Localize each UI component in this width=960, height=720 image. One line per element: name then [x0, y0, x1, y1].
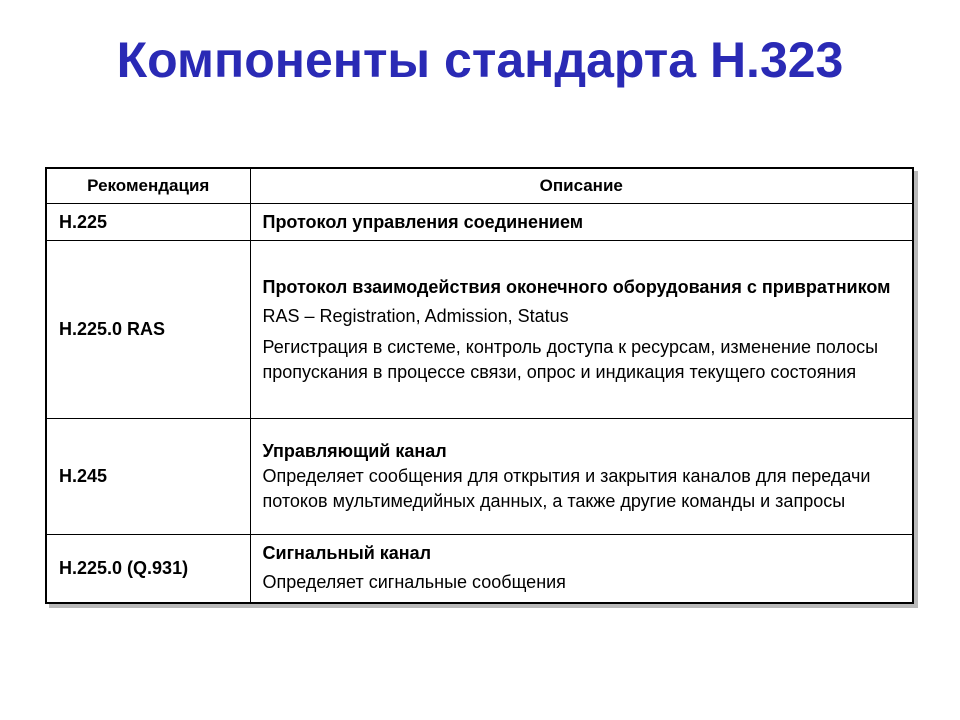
description-title: Сигнальный канал — [262, 543, 432, 564]
recommendation-cell: H.245 — [46, 419, 250, 535]
recommendation-cell: H.225 — [46, 204, 250, 241]
description-text: Определяет сообщения для открытия и закрытия каналов для передачи потоков мультимедийных данных, а также другие команды и запросы — [262, 466, 871, 511]
description-cell — [250, 204, 913, 241]
table-row — [46, 241, 913, 419]
description-cell — [250, 419, 913, 535]
description-title: Управляющий канал — [262, 441, 447, 461]
table-row — [46, 204, 913, 241]
recommendation-cell: H.225.0 (Q.931) — [46, 535, 250, 603]
recommendation-cell: H.225.0 RAS — [46, 241, 250, 419]
standards-table — [45, 167, 914, 604]
table-row — [46, 535, 913, 603]
description-text: RAS – Registration, Admission, Status — [262, 305, 569, 326]
description-text: Определяет сигнальные сообщения — [262, 572, 566, 593]
description-cell — [250, 535, 913, 603]
table-header-row — [46, 168, 913, 204]
table-row — [46, 419, 913, 535]
header-description: Описание — [250, 168, 913, 204]
description-text: Регистрация в системе, контроль доступа к ресурсам, изменение полосы пропускания в процессе связи, опрос и индикация текущего состояния — [262, 336, 879, 382]
header-recommendation: Рекомендация — [46, 168, 250, 204]
description-title: Протокол взаимодействия оконечного оборудования с привратником — [262, 276, 891, 297]
description-title: Протокол управления соединением — [262, 211, 584, 232]
page-title: Компоненты стандарта H.323 — [116, 32, 844, 88]
description-cell — [250, 241, 913, 419]
